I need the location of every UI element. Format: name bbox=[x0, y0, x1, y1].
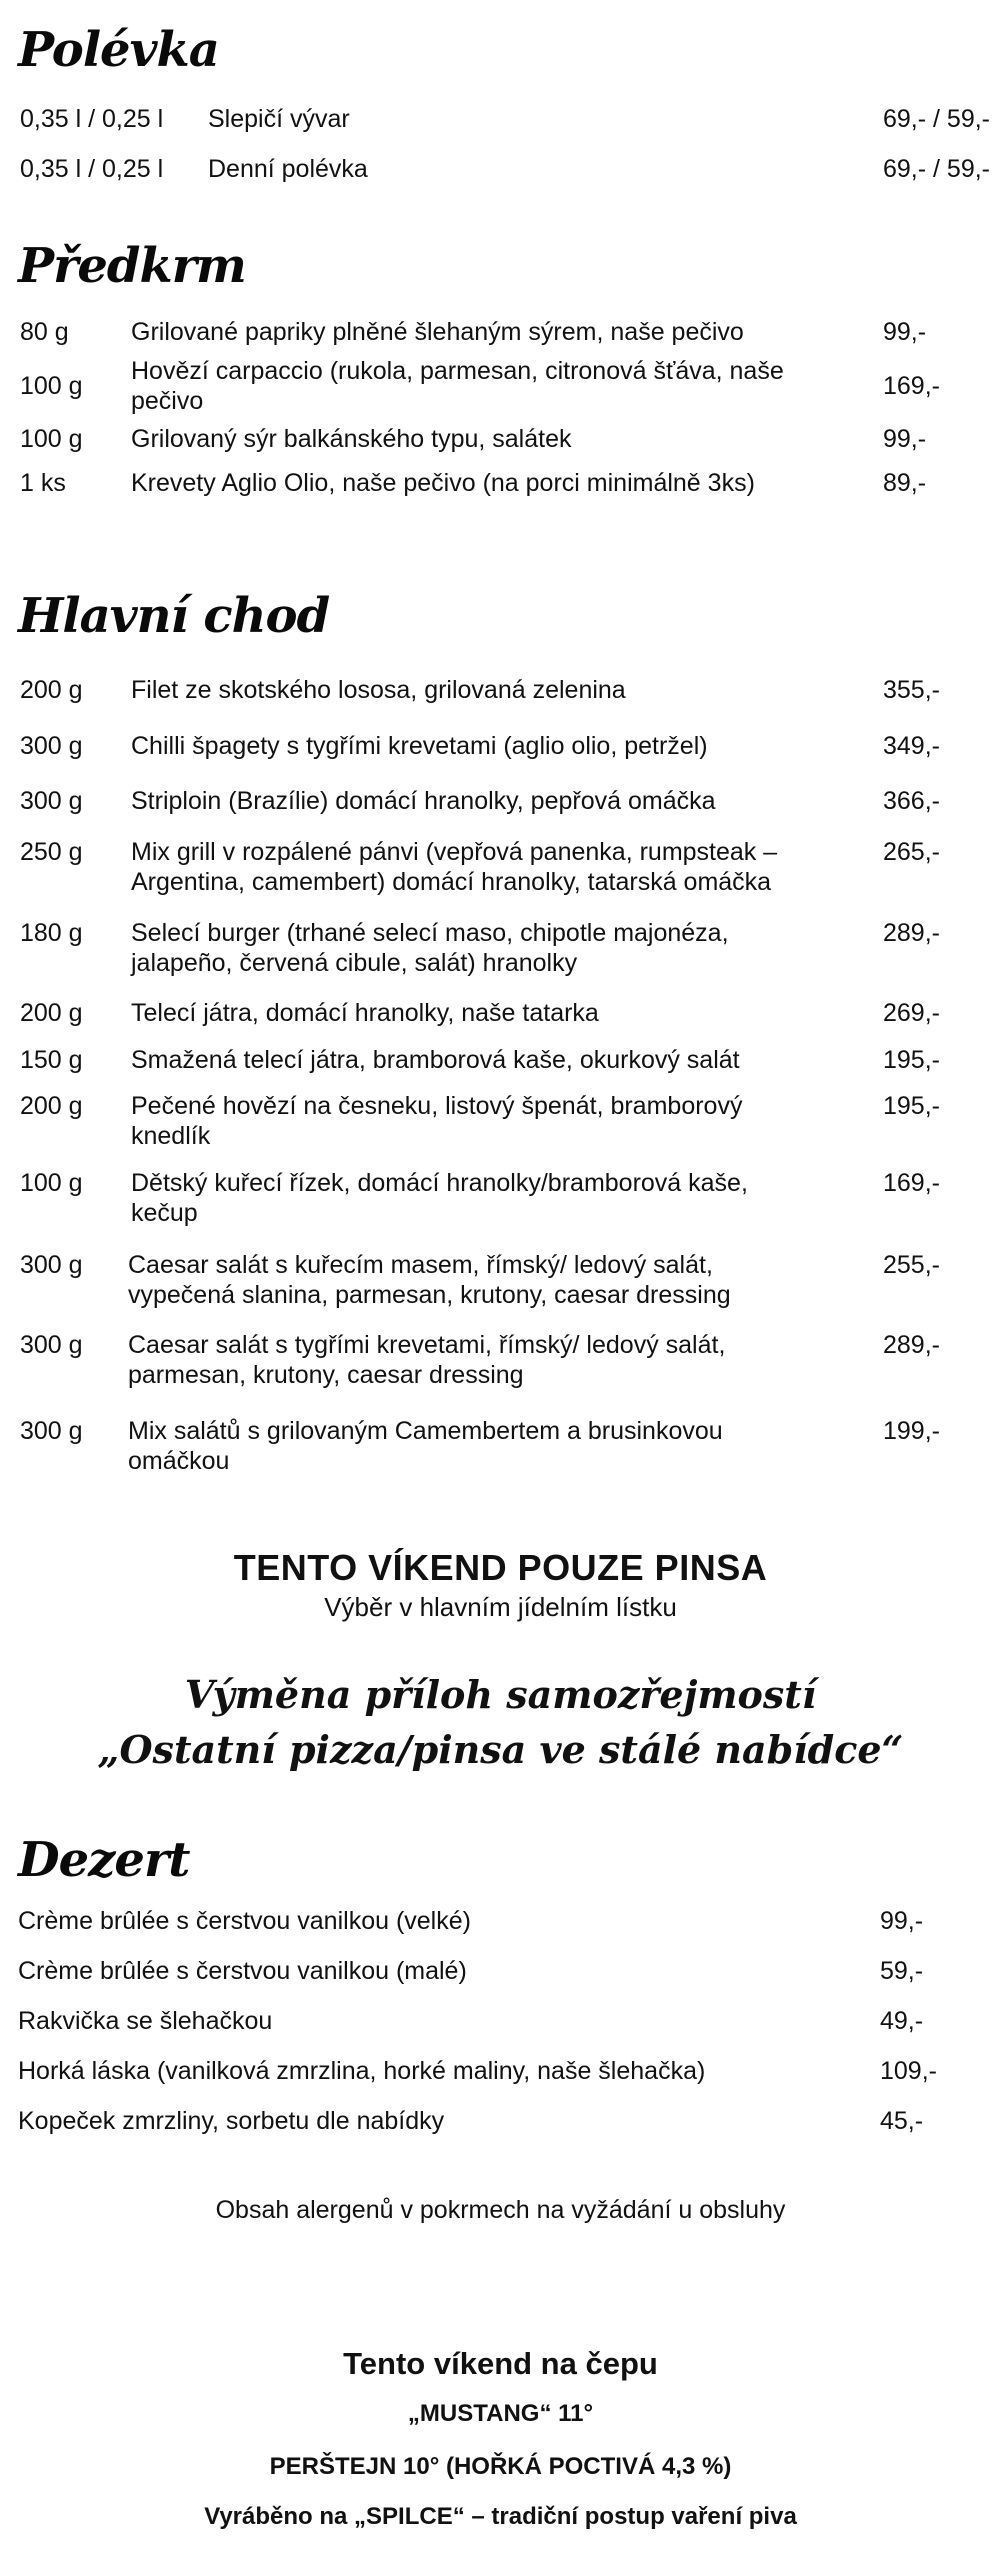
dessert-name: Horká láska (vanilková zmrzlina, horké maliny, naše šlehačka) bbox=[18, 2057, 706, 2085]
dessert-price: 45,- bbox=[880, 2107, 924, 2135]
main-name: Striploin (Brazílie) domácí hranolky, pepřová omáčka bbox=[131, 787, 716, 815]
main-qty: 200 g bbox=[20, 999, 83, 1027]
main-qty: 250 g bbox=[20, 838, 83, 866]
starter-name: Krevety Aglio Olio, naše pečivo (na porci minimálně 3ks) bbox=[131, 469, 755, 497]
soup-qty: 0,35 l / 0,25 l bbox=[20, 155, 164, 183]
main-price: 289,- bbox=[883, 919, 940, 947]
soup-price: 69,- / 59,- bbox=[883, 105, 990, 133]
section-title-mains: Hlavní chod bbox=[18, 588, 330, 644]
main-name: Smažená telecí játra, bramborová kaše, okurkový salát bbox=[131, 1046, 740, 1074]
main-price: 195,- bbox=[883, 1046, 940, 1074]
dessert-name: Crème brûlée s čerstvou vanilkou (velké) bbox=[18, 1907, 471, 1935]
main-price: 195,- bbox=[883, 1092, 940, 1120]
main-qty: 200 g bbox=[20, 676, 83, 704]
main-name: Dětský kuřecí řízek, domácí hranolky/bramborová kaše, kečup bbox=[131, 1169, 748, 1227]
allergens-note: Obsah alergenů v pokrmech na vyžádání u obsluhy bbox=[215, 2196, 786, 2224]
dessert-price: 59,- bbox=[880, 1957, 924, 1985]
starter-price: 99,- bbox=[883, 425, 927, 453]
script-line-sides: Výměna příloh samozřejmostí bbox=[184, 1672, 817, 1717]
main-qty: 300 g bbox=[20, 732, 83, 760]
main-price: 255,- bbox=[883, 1251, 940, 1279]
main-name: Selecí burger (trhané selecí maso, chipotle majonéza, jalapeño, červená cibule, salát) hranolky bbox=[131, 919, 729, 977]
main-name: Pečené hovězí na česneku, listový špenát, bramborový knedlík bbox=[131, 1092, 743, 1150]
dessert-price: 99,- bbox=[880, 1907, 924, 1935]
beer-title: Tento víkend na čepu bbox=[343, 2346, 658, 2381]
main-qty: 180 g bbox=[20, 919, 83, 947]
main-name: Filet ze skotského lososa, grilovaná zelenina bbox=[131, 676, 626, 704]
main-price: 199,- bbox=[883, 1417, 940, 1445]
weekend-subtitle: Výběr v hlavním jídelním lístku bbox=[324, 1592, 677, 1622]
dessert-price: 109,- bbox=[880, 2057, 937, 2085]
weekend-title: TENTO VÍKEND POUZE PINSA bbox=[233, 1547, 768, 1588]
main-qty: 300 g bbox=[20, 1331, 83, 1359]
script-line-pizza: „Ostatní pizza/pinsa ve stálé nabídce“ bbox=[97, 1727, 904, 1772]
starter-price: 99,- bbox=[883, 318, 927, 346]
soup-name: Slepičí vývar bbox=[208, 105, 350, 133]
soup-name: Denní polévka bbox=[208, 155, 368, 183]
main-qty: 300 g bbox=[20, 1251, 83, 1279]
main-price: 269,- bbox=[883, 999, 940, 1027]
starter-price: 89,- bbox=[883, 469, 927, 497]
beer-line-mustang: „MUSTANG“ 11° bbox=[407, 2400, 594, 2427]
starter-qty: 100 g bbox=[20, 372, 83, 400]
section-title-starters: Předkrm bbox=[18, 238, 246, 294]
main-price: 349,- bbox=[883, 732, 940, 760]
soup-price: 69,- / 59,- bbox=[883, 155, 990, 183]
main-name: Caesar salát s kuřecím masem, římský/ ledový salát, vypečená slanina, parmesan, krutony, caesar dressing bbox=[128, 1251, 731, 1309]
dessert-name: Rakvička se šlehačkou bbox=[18, 2007, 273, 2035]
main-name: Telecí játra, domácí hranolky, naše tatarka bbox=[131, 999, 599, 1027]
beer-line-perstejn: PERŠTEJN 10° (HOŘKÁ POCTIVÁ 4,3 %) bbox=[269, 2453, 732, 2480]
main-qty: 150 g bbox=[20, 1046, 83, 1074]
starter-price: 169,- bbox=[883, 372, 940, 400]
starter-qty: 80 g bbox=[20, 318, 69, 346]
starter-name: Grilované papriky plněné šlehaným sýrem, naše pečivo bbox=[131, 318, 744, 346]
main-price: 265,- bbox=[883, 838, 940, 866]
dessert-price: 49,- bbox=[880, 2007, 924, 2035]
main-qty: 200 g bbox=[20, 1092, 83, 1120]
section-title-soups: Polévka bbox=[18, 22, 219, 78]
starter-qty: 1 ks bbox=[20, 469, 66, 497]
starter-name: Hovězí carpaccio (rukola, parmesan, citronová šťáva, naše pečivo bbox=[131, 357, 784, 415]
dessert-name: Crème brûlée s čerstvou vanilkou (malé) bbox=[18, 1957, 467, 1985]
soup-qty: 0,35 l / 0,25 l bbox=[20, 105, 164, 133]
main-name: Mix grill v rozpálené pánvi (vepřová panenka, rumpsteak – Argentina, camembert) domácí hranolky, tatarská omáčka bbox=[131, 838, 778, 896]
beer-line-spilce: Vyráběno na „SPILCE“ – tradiční postup vaření piva bbox=[204, 2503, 797, 2530]
main-price: 355,- bbox=[883, 676, 940, 704]
main-qty: 300 g bbox=[20, 787, 83, 815]
main-name: Caesar salát s tygřími krevetami, římský/ ledový salát, parmesan, krutony, caesar dressing bbox=[128, 1331, 726, 1389]
starter-qty: 100 g bbox=[20, 425, 83, 453]
main-qty: 100 g bbox=[20, 1169, 83, 1197]
main-name: Chilli špagety s tygřími krevetami (aglio olio, petržel) bbox=[131, 732, 708, 760]
main-name: Mix salátů s grilovaným Camembertem a brusinkovou omáčkou bbox=[128, 1417, 723, 1475]
main-qty: 300 g bbox=[20, 1417, 83, 1445]
section-title-desserts: Dezert bbox=[18, 1832, 190, 1888]
main-price: 366,- bbox=[883, 787, 940, 815]
dessert-name: Kopeček zmrzliny, sorbetu dle nabídky bbox=[18, 2107, 445, 2135]
main-price: 289,- bbox=[883, 1331, 940, 1359]
starter-name: Grilovaný sýr balkánského typu, salátek bbox=[131, 425, 572, 453]
main-price: 169,- bbox=[883, 1169, 940, 1197]
